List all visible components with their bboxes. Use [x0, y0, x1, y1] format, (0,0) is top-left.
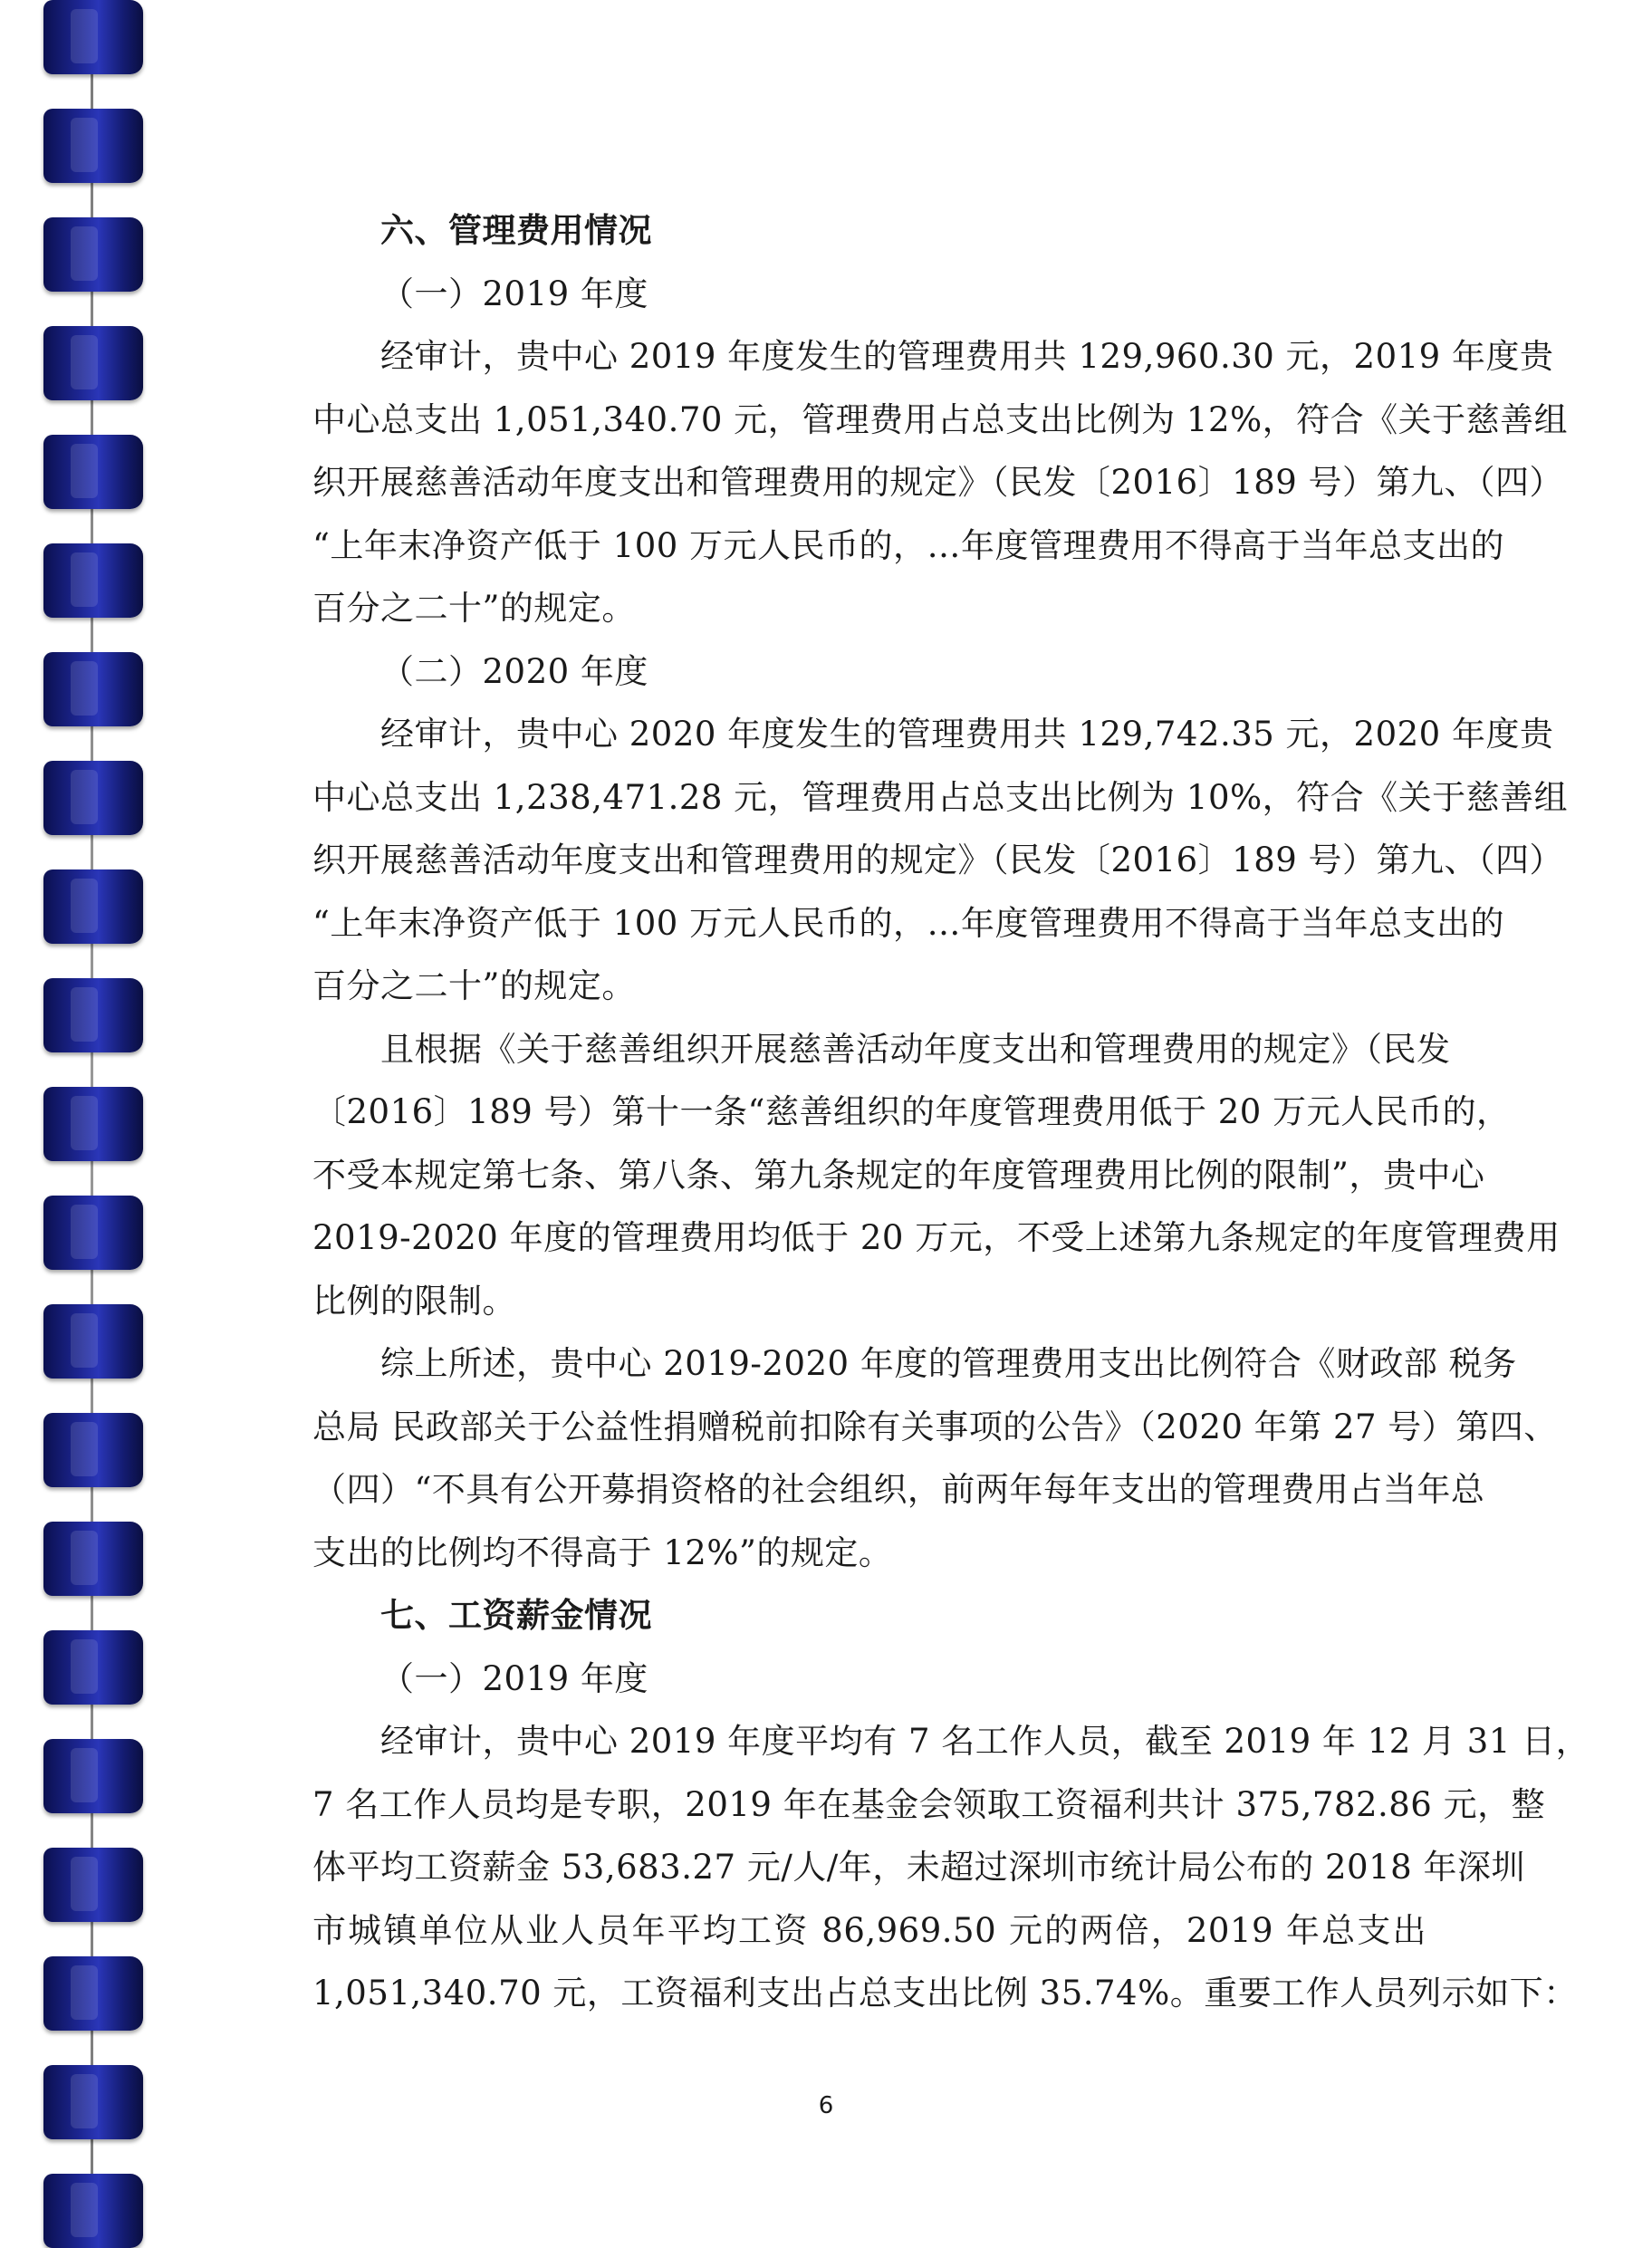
binding-ring [43, 1848, 143, 1922]
binding-ring [43, 1087, 143, 1161]
binding-ring [43, 1522, 143, 1596]
text-line: 经审计，贵中心 2020 年度发生的管理费用共 129,742.35 元，2020 年度贵 [380, 715, 1554, 754]
binding-ring [43, 217, 143, 292]
paragraph-2019-management-fees [312, 325, 1569, 640]
text-line: “上年末净资产低于 100 万元人民币的，…年度管理费用不得高于当年总支出的 [312, 903, 1505, 943]
binding-ring [43, 1413, 143, 1487]
binding-ring [43, 1630, 143, 1705]
binding-ring [43, 652, 143, 726]
paragraph-2019-salaries [312, 1710, 1590, 2025]
binding-ring [43, 0, 143, 74]
spiral-binding [0, 0, 154, 2232]
text-line: 综上所述，贵中心 2019-2020 年度的管理费用支出比例符合《财政部 税务 [380, 1344, 1517, 1383]
binding-ring [43, 761, 143, 835]
binding-ring [43, 869, 143, 944]
text-line: 织开展慈善活动年度支出和管理费用的规定》（民发〔2016〕189 号）第九、（四） [312, 463, 1564, 502]
text-line: 织开展慈善活动年度支出和管理费用的规定》（民发〔2016〕189 号）第九、（四） [312, 841, 1564, 879]
section-heading-management-fees: 六、管理费用情况 [380, 211, 652, 250]
text-line: 经审计，贵中心 2019 年度发生的管理费用共 129,960.30 元，2019 年度贵 [380, 337, 1554, 376]
binding-ring [43, 435, 143, 509]
paragraph-summary [312, 1332, 1558, 1584]
text-line: 支出的比例均不得高于 12%”的规定。 [312, 1532, 893, 1572]
binding-ring [43, 2174, 143, 2248]
binding-ring [43, 978, 143, 1052]
subheading-2019-salaries: （一）2019 年度 [380, 1658, 648, 1698]
text-line: 2019-2020 年度的管理费用均低于 20 万元，不受上述第九条规定的年度管理费用 [312, 1218, 1561, 1257]
text-line: 中心总支出 1,051,340.70 元，管理费用占总支出比例为 12%，符合《关于慈善组 [312, 399, 1569, 439]
binding-ring [43, 1304, 143, 1379]
text-line: 百分之二十”的规定。 [312, 589, 636, 628]
text-line: 7 名工作人员均是专职，2019 年在基金会领取工资福利共计 375,782.86 元，整 [312, 1784, 1546, 1824]
text-line: 比例的限制。 [312, 1281, 516, 1321]
text-line: 且根据《关于慈善组织开展慈善活动年度支出和管理费用的规定》（民发 [380, 1029, 1451, 1069]
page-body [312, 199, 1590, 2025]
text-line: 经审计，贵中心 2019 年度平均有 7 名工作人员，截至 2019 年 12 月 31 日， [380, 1722, 1590, 1761]
text-line: “上年末净资产低于 100 万元人民币的，…年度管理费用不得高于当年总支出的 [312, 525, 1505, 565]
section-heading-salaries: 七、工资薪金情况 [380, 1596, 652, 1635]
text-line: 不受本规定第七条、第八条、第九条规定的年度管理费用比例的限制”，贵中心 [312, 1155, 1485, 1195]
text-line: 1,051,340.70 元，工资福利支出占总支出比例 35.74%。重要工作人员列示如下： [312, 1974, 1578, 2013]
binding-ring [43, 1956, 143, 2031]
paragraph-2020-management-fees [312, 703, 1569, 1018]
paragraph-regulation-exemption [312, 1018, 1561, 1333]
page-number: 6 [818, 2092, 834, 2119]
binding-ring [43, 326, 143, 400]
subheading-2019: （一）2019 年度 [380, 274, 648, 313]
subheading-2020: （二）2020 年度 [380, 651, 648, 691]
binding-ring [43, 109, 143, 183]
text-line: 〔2016〕189 号）第十一条“慈善组织的年度管理费用低于 20 万元人民币的， [312, 1092, 1511, 1131]
text-line: 体平均工资薪金 53,683.27 元/人/年，未超过深圳市统计局公布的 2018 年深圳 [312, 1848, 1525, 1887]
text-line: 市城镇单位从业人员年平均工资 86,969.50 元的两倍，2019 年总支出 [312, 1910, 1426, 1950]
text-line: 百分之二十”的规定。 [312, 966, 636, 1005]
binding-ring [43, 543, 143, 618]
text-line: 中心总支出 1,238,471.28 元，管理费用占总支出比例为 10%，符合《关于慈善组 [312, 777, 1569, 817]
binding-ring [43, 1739, 143, 1813]
text-line: （四）“不具有公开募捐资格的社会组织，前两年每年支出的管理费用占当年总 [312, 1470, 1485, 1509]
text-line: 总局 民政部关于公益性捐赠税前扣除有关事项的公告》（2020 年第 27 号）第四、 [312, 1407, 1558, 1446]
binding-ring [43, 1196, 143, 1270]
